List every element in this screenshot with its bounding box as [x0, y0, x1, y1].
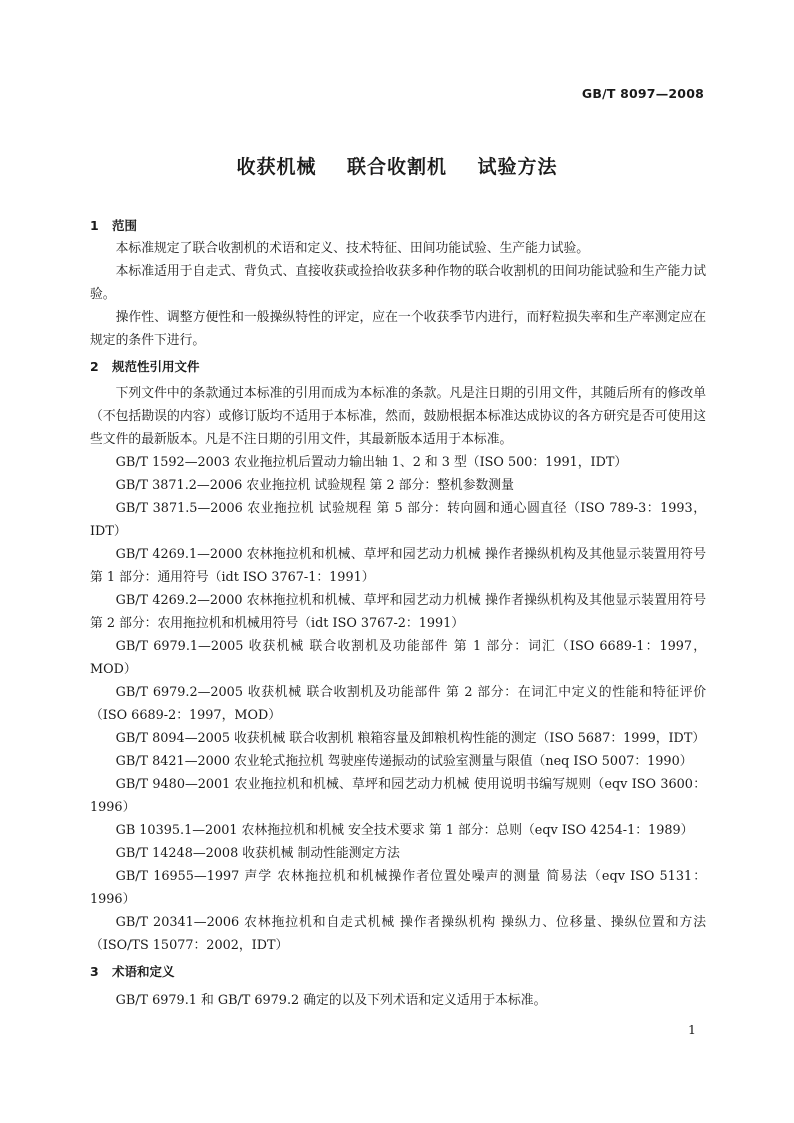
- paragraph: GB/T 6979.1 和 GB/T 6979.2 确定的以及下列术语和定义适用于本标准。: [115, 993, 547, 1008]
- paragraph: 本标准规定了联合收割机的术语和定义、技术特征、田间功能试验、生产能力试验。: [115, 241, 590, 256]
- paragraph: 本标准适用于自走式、背负式、直接收获或捡拾收获多种作物的联合收割机的田间功能试验和生产能力试验。: [90, 264, 706, 302]
- reference-item: GB/T 3871.2—2006 农业拖拉机 试验规程 第 2 部分：整机参数测量: [115, 478, 514, 493]
- section-number: 3: [90, 964, 99, 979]
- reference-item: GB 10395.1—2001 农林拖拉机和机械 安全技术要求 第 1 部分：总则（eqv ISO 4254-1：1989）: [115, 823, 694, 838]
- section-normative-references: [90, 355, 706, 957]
- reference-item: GB/T 4269.1—2000 农林拖拉机和机械、草坪和园艺动力机械 操作者操纵机构及其他显示装置用符号 第 1 部分：通用符号（idt ISO 3767-1：1991）: [90, 547, 706, 585]
- section-heading: [90, 214, 706, 237]
- paragraph: 下列文件中的条款通过本标准的引用而成为本标准的条款。凡是注日期的引用文件，其随后所有的修改单（不包括勘误的内容）或修订版均不适用于本标准，然而，鼓励根据本标准达成协议的各方研究是否可使用这些文件的最新版本。凡是不注日期的引用文件，其最新版本适用于本标准。: [90, 386, 706, 447]
- reference-item: GB/T 6979.2—2005 收获机械 联合收割机及功能部件 第 2 部分：在词汇中定义的性能和特征评价（ISO 6689-2：1997，MOD）: [90, 685, 706, 723]
- reference-item: GB/T 8094—2005 收获机械 联合收割机 粮箱容量及卸粮机构性能的测定（ISO 5687：1999，IDT）: [115, 731, 706, 746]
- document-title: 收获机械 联合收割机 试验方法: [236, 156, 558, 178]
- document-body: [90, 214, 706, 1012]
- section-number: 2: [90, 359, 99, 374]
- section-heading: [90, 355, 706, 378]
- section-terms-definitions: [90, 960, 706, 1012]
- reference-item: GB/T 16955—1997 声学 农林拖拉机和机械操作者位置处噪声的测量 简易法（eqv ISO 5131：1996）: [90, 869, 706, 907]
- reference-item: GB/T 1592—2003 农业拖拉机后置动力输出轴 1、2 和 3 型（ISO 500：1991，IDT）: [115, 455, 628, 470]
- reference-item: GB/T 4269.2—2000 农林拖拉机和机械、草坪和园艺动力机械 操作者操纵机构及其他显示装置用符号 第 2 部分：农用拖拉机和机械用符号（idt ISO 3767-2：1991）: [90, 593, 706, 631]
- page-number: 1: [688, 1022, 696, 1037]
- reference-item: GB/T 20341—2006 农林拖拉机和自走式机械 操作者操纵机构 操纵力、位移量、操纵位置和方法（ISO/TS 15077：2002，IDT）: [90, 915, 706, 953]
- reference-item: GB/T 3871.5—2006 农业拖拉机 试验规程 第 5 部分：转向圆和通心圆直径（ISO 789-3：1993，IDT）: [90, 501, 706, 539]
- section-number: 1: [90, 218, 99, 233]
- reference-item: GB/T 14248—2008 收获机械 制动性能测定方法: [115, 846, 400, 861]
- section-scope: [90, 214, 706, 352]
- paragraph: 操作性、调整方便性和一般操纵特性的评定，应在一个收获季节内进行，而籽粒损失率和生产率测定应在规定的条件下进行。: [90, 310, 706, 348]
- reference-item: GB/T 9480—2001 农业拖拉机和机械、草坪和园艺动力机械 使用说明书编写规则（eqv ISO 3600：1996）: [90, 777, 706, 815]
- reference-item: GB/T 8421—2000 农业轮式拖拉机 驾驶座传递振动的试验室测量与限值（neq ISO 5007：1990）: [115, 754, 693, 769]
- section-title: 术语和定义: [112, 964, 175, 979]
- section-title: 规范性引用文件: [112, 359, 200, 374]
- reference-item: GB/T 6979.1—2005 收获机械 联合收割机及功能部件 第 1 部分：词汇（ISO 6689-1：1997，MOD）: [90, 639, 706, 677]
- standard-code: GB/T 8097—2008: [581, 86, 704, 101]
- section-heading: [90, 960, 706, 983]
- section-title: 范围: [112, 218, 138, 233]
